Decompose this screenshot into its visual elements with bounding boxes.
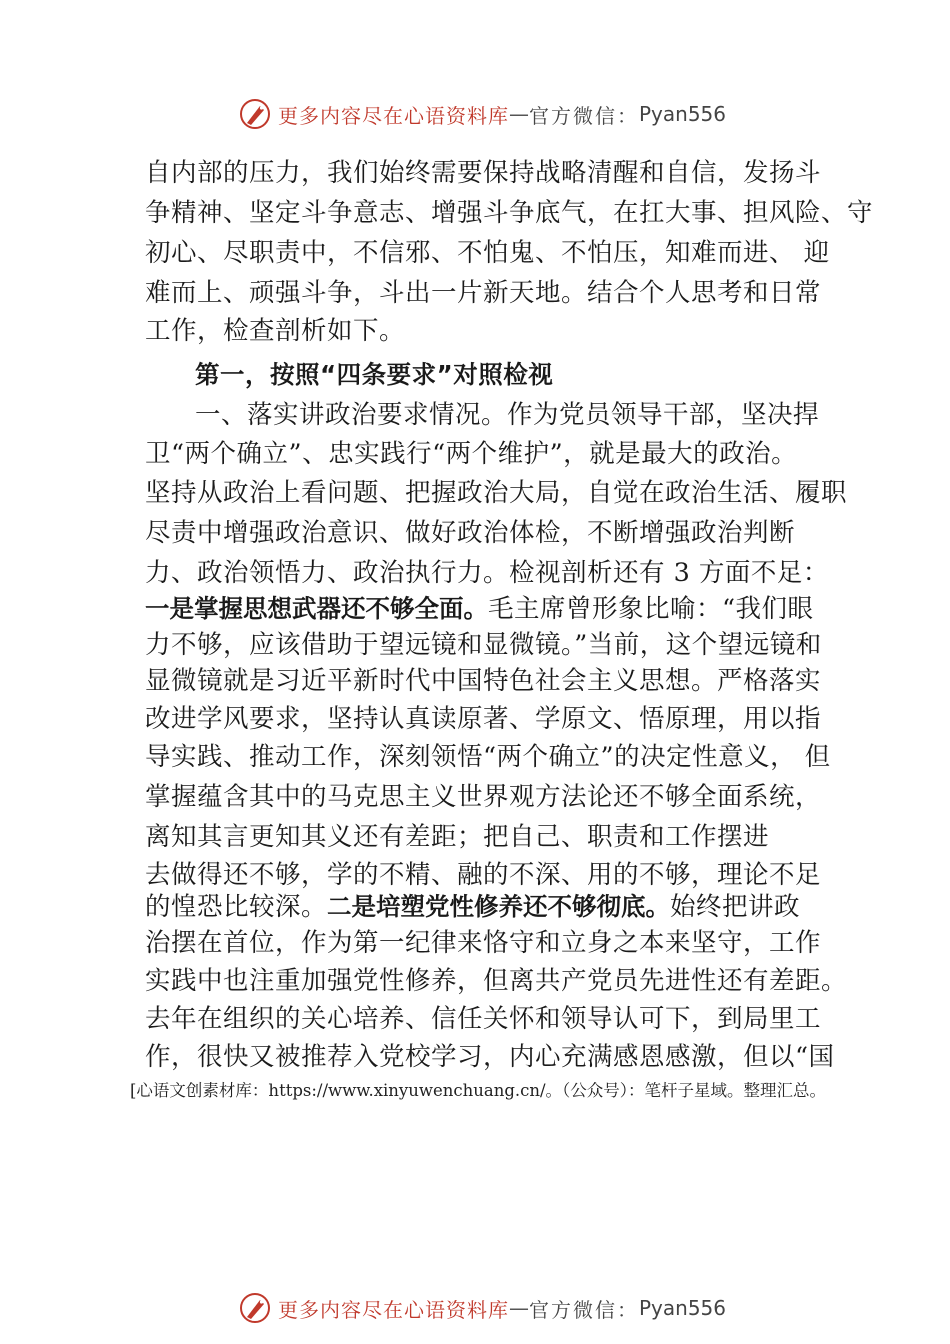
body-text-line [145,592,814,626]
line-text: 尽责中增强政治意识、做好政治体检，不断增强政治判断 [145,518,796,548]
body-text-line [145,858,821,892]
pen-nib-logo-icon [238,97,272,131]
body-text-line [145,926,821,960]
line-text: 实践中也注重加强党性修养，但离共产党员先进性还有差距。 [145,966,848,996]
banner-dash: — [509,1296,529,1320]
line-text: 显微镜就是习近平新时代中国特色社会主义思想。严格落实 [145,666,822,696]
body-text-line [145,314,405,348]
body-text-line [145,276,821,310]
body-text-line [145,964,847,998]
body-text-line [145,196,873,230]
line-text: 力不够，应该借助于望远镜和显微镜。”当前，这个望远镜和 [145,630,822,660]
line-text: 初心、尽职责中，不信邪、不怕鬼、不怕压，知难而进、 迎 [145,238,830,268]
body-text-line [145,702,821,736]
line-text: 坚持从政治上看问题、把握政治大局，自觉在政治生活、履职 [145,478,848,508]
bold-point-title: 二是培塑党性修养还不够彻底。 [327,892,671,921]
body-text-line [145,156,821,190]
body-text-line [195,398,819,432]
banner-account: Pyan556 [639,1296,727,1320]
section-heading [195,358,553,392]
line-text: 自内部的压力，我们始终需要保持战略清醒和自信，发扬斗 [145,158,822,188]
body-text-line [145,1040,835,1074]
body-text-line [145,740,831,774]
banner-red-text: 更多内容尽在心语资料库 [278,1297,509,1322]
footer-note: [心语文创素材库：https://www.xinyuwenchuang.cn/。（公众号）：笔杆子星域。整理汇总。 [130,1081,827,1100]
line-text: 毛主席曾形象比喻：“我们眼 [488,594,814,624]
line-text: 难而上、顽强斗争，斗出一片新天地。结合个人思考和日常 [145,278,822,308]
line-text: 作，很快又被推荐入党校学习，内心充满感恩感激，但以“国 [145,1042,835,1072]
banner-account: Pyan556 [639,102,727,126]
line-text: 改进学风要求，坚持认真读原著、学原文、悟原理，用以指 [145,704,822,734]
bold-point-title: 一是掌握思想武器还不够全面。 [145,594,488,623]
line-text: 争精神、坚定斗争意志、增强斗争底气，在扛大事、担风险、守 [145,198,874,228]
body-text-line [145,1002,821,1036]
body-text-line [145,516,795,550]
line-text: 一、落实讲政治要求情况。作为党员领导干部，坚决捍 [195,400,820,430]
line-text: 的惶恐比较深。 [145,892,328,922]
line-text: 工作，检查剖析如下。 [145,316,406,346]
line-text: 力、政治领悟力、政治执行力。检视剖析还有 3 方面不足： [145,558,829,588]
body-text-line [145,476,847,510]
body-text-line [145,236,830,270]
body-text-line [145,820,769,854]
line-text-tail: 始终把讲政 [670,892,801,922]
line-text: 离知其言更知其义还有差距；把自己、职责和工作摆进 [145,822,770,852]
pen-nib-logo-icon [238,1291,272,1325]
line-text: 导实践、推动工作，深刻领悟“两个确立”的决定性意义， 但 [145,742,831,772]
banner-wechat-label: 官方微信： [529,103,639,128]
line-text: 治摆在首位，作为第一纪律来恪守和立身之本来坚守，工作 [145,928,822,958]
body-text-line [145,556,829,590]
footer-banner [238,1291,726,1325]
header-banner [238,97,726,131]
banner-wechat-label: 官方微信： [529,1297,639,1322]
body-text-line [145,628,822,662]
body-text-line [145,890,800,924]
body-text-line [145,664,821,698]
line-text: 去年在组织的关心培养、信任关怀和领导认可下，到局里工 [145,1004,822,1034]
line-text: 掌握蕴含其中的马克思主义世界观方法论还不够全面系统， [145,782,822,812]
banner-dash: — [509,102,529,126]
body-text-line [145,437,797,471]
heading-text: 第一，按照“四条要求”对照检视 [195,360,554,389]
line-text: 去做得还不够，学的不精、融的不深、用的不够，理论不足 [145,860,822,890]
line-text: 卫“两个确立”、忠实践行“两个维护”，就是最大的政治。 [145,439,798,469]
body-text-line [145,780,821,814]
banner-red-text: 更多内容尽在心语资料库 [278,103,509,128]
